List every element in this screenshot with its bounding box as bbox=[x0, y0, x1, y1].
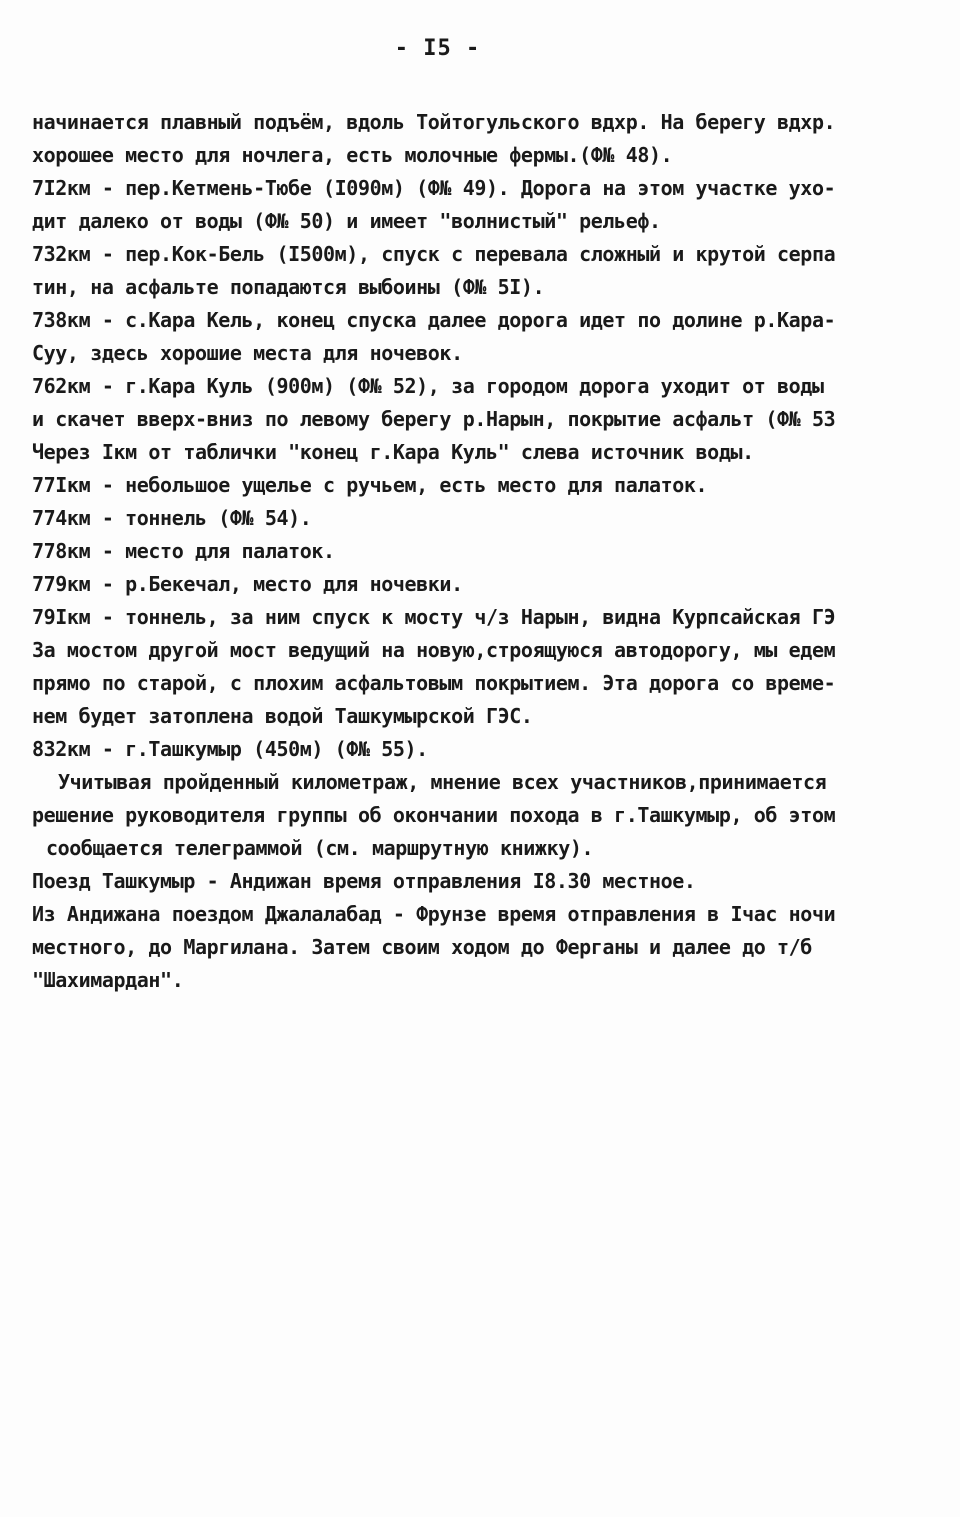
text-line: Через Iкм от таблички "конец г.Кара Куль" слева источник воды. bbox=[32, 440, 754, 464]
page-number: - I5 - bbox=[394, 36, 481, 61]
text-line: дит далеко от воды (Ф№ 50) и имеет "волнистый" рельеф. bbox=[32, 209, 661, 233]
text-line: тин, на асфальте попадаются выбоины (Ф№ 5I). bbox=[32, 275, 545, 299]
text-line: сообщается телеграммой (см. маршрутную книжку). bbox=[46, 836, 594, 860]
text-line: прямо по старой, с плохим асфальтовым покрытием. Эта дорога со време- bbox=[32, 671, 836, 695]
text-line: Поезд Ташкумыр - Андижан время отправления I8.30 местное. bbox=[32, 869, 696, 893]
text-line: хорошее место для ночлега, есть молочные фермы.(Ф№ 48). bbox=[32, 143, 673, 167]
text-line: Из Андижана поездом Джалалабад - Фрунзе время отправления в Iчас ночи bbox=[32, 902, 836, 926]
text-line: решение руководителя группы об окончании похода в г.Ташкумыр, об этом bbox=[32, 803, 836, 827]
text-line: нем будет затоплена водой Ташкумырской ГЭС. bbox=[32, 704, 533, 728]
text-line: местного, до Маргилана. Затем своим ходом до Ферганы и далее до т/б bbox=[32, 935, 812, 959]
text-line: 732км - пер.Кок-Бель (I500м), спуск с перевала сложный и крутой серпа bbox=[32, 242, 836, 266]
text-line: 779км - р.Бекечал, место для ночевки. bbox=[32, 572, 463, 596]
text-line: За мостом другой мост ведущий на новую,строящуюся автодорогу, мы едем bbox=[32, 638, 836, 662]
text-line: Учитывая пройденный километраж, мнение всех участников,принимается bbox=[58, 770, 827, 794]
text-line: начинается плавный подъём, вдоль Тойтогульского вдхр. На берегу вдхр. bbox=[32, 110, 836, 134]
text-line: 832км - г.Ташкумыр (450м) (Ф№ 55). bbox=[32, 737, 428, 761]
text-line: 774км - тоннель (Ф№ 54). bbox=[32, 506, 312, 530]
text-line: "Шахимардан". bbox=[32, 968, 184, 992]
text-line: 77Iкм - небольшое ущелье с ручьем, есть место для палаток. bbox=[32, 473, 708, 497]
text-line: 7I2км - пер.Кетмень-Тюбе (I090м) (Ф№ 49). Дорога на этом участке ухо- bbox=[32, 176, 836, 200]
text-line: 79Iкм - тоннель, за ним спуск к мосту ч/з Нарын, видна Курпсайская ГЭ bbox=[32, 605, 836, 629]
text-line: и скачет вверх-вниз по левому берегу р.Нарын, покрытие асфальт (Ф№ 53 bbox=[32, 407, 836, 431]
text-line: 738км - с.Кара Кель, конец спуска далее дорога идет по долине р.Кара- bbox=[32, 308, 836, 332]
text-line: 762км - г.Кара Куль (900м) (Ф№ 52), за городом дорога уходит от воды bbox=[32, 374, 824, 398]
text-line: 778км - место для палаток. bbox=[32, 539, 335, 563]
text-line: Суу, здесь хорошие места для ночевок. bbox=[32, 341, 463, 365]
body-text bbox=[32, 106, 960, 997]
